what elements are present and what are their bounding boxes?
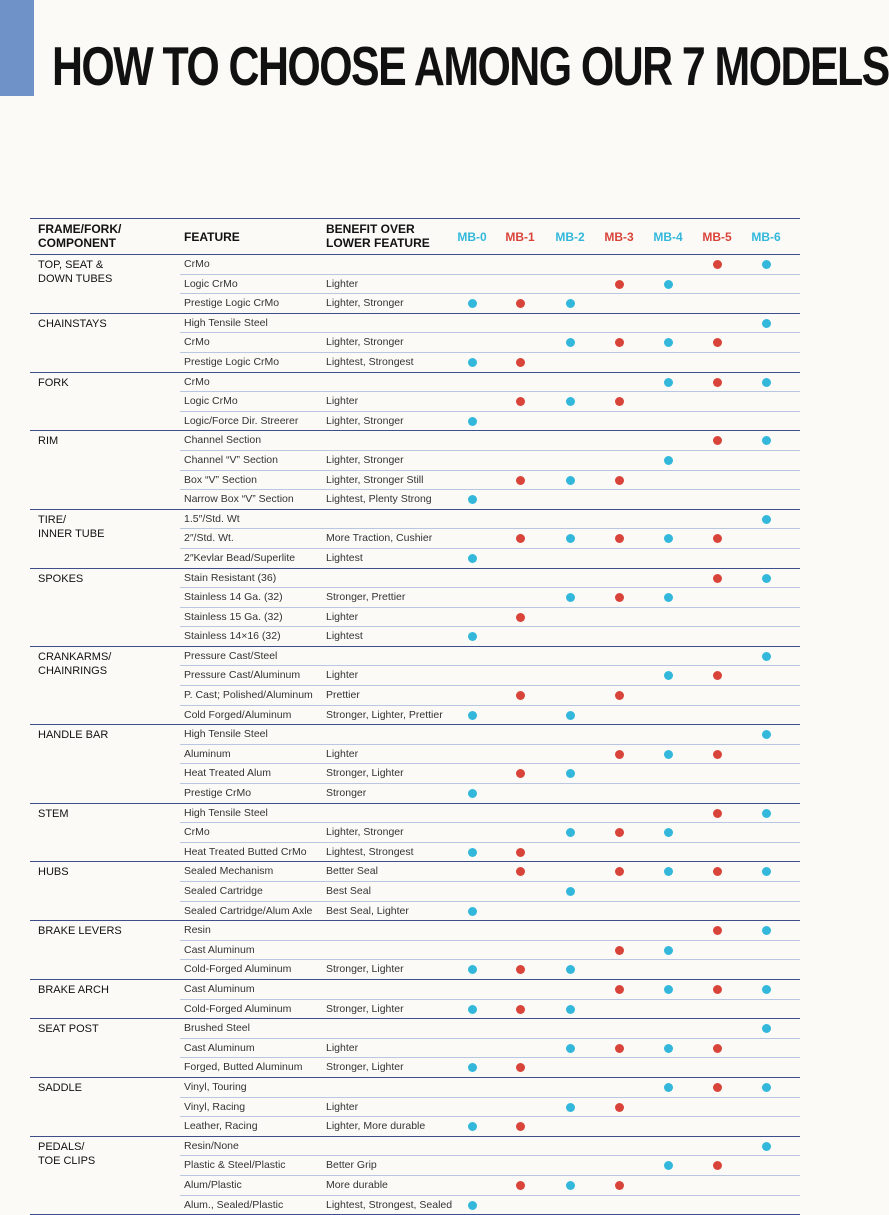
table-row — [180, 510, 800, 529]
model-dot-mb-4 — [664, 750, 673, 759]
feature-group — [30, 1078, 800, 1137]
table-row — [180, 783, 800, 803]
benefit-cell: Lighter, More durable — [326, 1120, 426, 1133]
benefit-cell: Lighter — [326, 1100, 359, 1113]
model-dot-mb-4 — [664, 593, 673, 602]
feature-cell: CrMo — [184, 258, 210, 270]
header-feature: FEATURE — [184, 230, 240, 244]
model-dot-mb-1 — [516, 534, 525, 543]
table-row — [180, 647, 800, 666]
table-row — [180, 548, 800, 568]
feature-group — [30, 647, 800, 725]
table-row — [180, 822, 800, 842]
model-dot-mb-2 — [566, 1005, 575, 1014]
model-dot-mb-0 — [468, 299, 477, 308]
feature-cell: High Tensile Steel — [184, 728, 268, 741]
benefit-cell: Lightest — [326, 630, 363, 643]
model-dot-mb-6 — [762, 378, 771, 387]
benefit-cell: Lightest, Plenty Strong — [326, 493, 432, 506]
model-dot-mb-2 — [566, 299, 575, 308]
benefit-cell: Stronger, Lighter — [326, 963, 404, 976]
model-dot-mb-6 — [762, 1142, 771, 1151]
model-dot-mb-1 — [516, 613, 525, 622]
table-row — [180, 1019, 800, 1038]
model-dot-mb-6 — [762, 515, 771, 524]
model-dot-mb-4 — [664, 828, 673, 837]
feature-cell: Pressure Cast/Aluminum — [184, 669, 301, 682]
table-row — [180, 1038, 800, 1058]
model-dot-mb-0 — [468, 1063, 477, 1072]
benefit-cell: Best Seal — [326, 885, 371, 897]
model-dot-mb-3 — [615, 946, 624, 955]
model-dot-mb-5 — [713, 436, 722, 445]
model-dot-mb-3 — [615, 985, 624, 994]
feature-cell: High Tensile Steel — [184, 806, 268, 819]
benefit-cell: Prettier — [326, 689, 360, 702]
table-row — [180, 293, 800, 313]
model-dot-mb-5 — [713, 338, 722, 347]
feature-group — [30, 725, 800, 803]
feature-cell: CrMo — [184, 336, 210, 349]
table-row — [180, 685, 800, 705]
table-row — [180, 1057, 800, 1077]
comparison-chart — [30, 218, 800, 1215]
model-dot-mb-3 — [615, 867, 624, 876]
model-dot-mb-4 — [664, 1161, 673, 1170]
feature-cell: Prestige CrMo — [184, 787, 252, 800]
feature-cell: Box “V” Section — [184, 473, 257, 486]
table-row — [180, 255, 800, 274]
feature-cell: High Tensile Steel — [184, 316, 268, 329]
benefit-cell: Lighter — [326, 669, 359, 682]
table-row — [180, 352, 800, 372]
model-dot-mb-4 — [664, 671, 673, 680]
feature-cell: Heat Treated Alum — [184, 767, 271, 780]
feature-group — [30, 1137, 800, 1215]
model-dot-mb-1 — [516, 1122, 525, 1131]
feature-cell: Cold-Forged Aluminum — [184, 1002, 292, 1015]
feature-group — [30, 569, 800, 647]
model-dot-mb-1 — [516, 867, 525, 876]
feature-cell: Logic/Force Dir. Streerer — [184, 414, 299, 427]
model-header-4: MB-4 — [653, 230, 683, 244]
group-name: BRAKE ARCH — [38, 983, 109, 996]
table-row — [180, 587, 800, 607]
benefit-cell: More Traction, Cushier — [326, 532, 433, 545]
feature-cell: Narrow Box “V” Section — [184, 493, 294, 506]
table-row — [180, 763, 800, 783]
model-dot-mb-4 — [664, 867, 673, 876]
group-name: HANDLE BAR — [38, 729, 109, 742]
benefit-cell: Lightest, Strongest, Sealed — [326, 1198, 453, 1211]
model-dot-mb-4 — [664, 456, 673, 465]
model-dot-mb-1 — [516, 691, 525, 700]
feature-cell: Cast Aluminum — [184, 1041, 255, 1054]
feature-cell: Prestige Logic CrMo — [184, 297, 280, 310]
model-dot-mb-1 — [516, 397, 525, 406]
benefit-cell: More durable — [326, 1178, 388, 1191]
header-benefit: BENEFIT OVER LOWER FEATURE — [326, 222, 430, 250]
model-dot-mb-1 — [516, 299, 525, 308]
feature-cell: Plastic & Steel/Plastic — [184, 1159, 286, 1172]
model-dot-mb-3 — [615, 1181, 624, 1190]
model-dot-mb-4 — [664, 534, 673, 543]
model-dot-mb-5 — [713, 750, 722, 759]
model-dot-mb-4 — [664, 1083, 673, 1092]
table-row — [180, 1078, 800, 1097]
benefit-cell: Stronger, Prettier — [326, 591, 406, 604]
feature-groups — [30, 255, 800, 1215]
benefit-cell: Stronger, Lighter — [326, 1002, 404, 1015]
feature-cell: Brushed Steel — [184, 1022, 250, 1035]
model-dot-mb-6 — [762, 574, 771, 583]
table-row — [180, 569, 800, 588]
group-name: BRAKE LEVERS — [38, 925, 122, 938]
model-dot-mb-5 — [713, 1083, 722, 1092]
model-dot-mb-5 — [713, 534, 722, 543]
feature-cell: Vinyl, Touring — [184, 1080, 247, 1093]
model-dot-mb-2 — [566, 534, 575, 543]
model-dot-mb-2 — [566, 828, 575, 837]
model-dot-mb-6 — [762, 436, 771, 445]
benefit-cell: Lighter — [326, 747, 359, 760]
benefit-cell: Lighter, Stronger — [326, 414, 404, 427]
table-row — [180, 450, 800, 470]
group-name: SEAT POST — [38, 1023, 99, 1036]
table-row — [180, 528, 800, 548]
model-dot-mb-3 — [615, 397, 624, 406]
model-dot-mb-1 — [516, 769, 525, 778]
table-row — [180, 804, 800, 823]
model-dot-mb-2 — [566, 476, 575, 485]
model-dot-mb-3 — [615, 1044, 624, 1053]
benefit-cell: Lighter — [326, 610, 359, 623]
table-row — [180, 665, 800, 685]
feature-cell: Cold-Forged Aluminum — [184, 963, 292, 976]
benefit-cell: Better Seal — [326, 865, 378, 878]
model-dot-mb-0 — [468, 358, 477, 367]
feature-cell: Cold Forged/Aluminum — [184, 708, 292, 721]
benefit-cell: Best Seal, Lighter — [326, 904, 409, 917]
feature-cell: Stainless 14 Ga. (32) — [184, 591, 283, 604]
model-dot-mb-5 — [713, 867, 722, 876]
model-dot-mb-0 — [468, 789, 477, 798]
model-dot-mb-5 — [713, 671, 722, 680]
model-dot-mb-3 — [615, 1103, 624, 1112]
feature-cell: 1.5″/Std. Wt — [184, 512, 240, 525]
model-dot-mb-4 — [664, 1044, 673, 1053]
model-dot-mb-2 — [566, 397, 575, 406]
model-dot-mb-5 — [713, 985, 722, 994]
model-dot-mb-0 — [468, 848, 477, 857]
model-dot-mb-2 — [566, 593, 575, 602]
feature-cell: P. Cast; Polished/Aluminum — [184, 689, 313, 702]
model-dot-mb-5 — [713, 574, 722, 583]
table-row — [180, 1097, 800, 1117]
feature-cell: Sealed Cartridge/Alum Axle — [184, 904, 313, 917]
group-name: FORK — [38, 376, 69, 389]
model-dot-mb-1 — [516, 358, 525, 367]
benefit-cell: Lighter — [326, 395, 359, 408]
table-row — [180, 862, 800, 881]
feature-cell: 2″/Std. Wt. — [184, 532, 234, 545]
model-dot-mb-1 — [516, 1181, 525, 1190]
benefit-cell: Lighter — [326, 1041, 359, 1054]
feature-cell: Resin — [184, 924, 211, 937]
table-row — [180, 901, 800, 921]
table-row — [180, 332, 800, 352]
model-header-3: MB-3 — [604, 230, 634, 244]
feature-cell: Logic CrMo — [184, 395, 238, 408]
table-row — [180, 940, 800, 960]
table-row — [180, 980, 800, 999]
benefit-cell: Lighter, Stronger — [326, 336, 404, 349]
table-row — [180, 725, 800, 744]
model-dot-mb-0 — [468, 711, 477, 720]
model-dot-mb-0 — [468, 417, 477, 426]
group-name: RIM — [38, 435, 59, 448]
model-dot-mb-4 — [664, 946, 673, 955]
model-dot-mb-1 — [516, 965, 525, 974]
feature-cell: Forged, Butted Aluminum — [184, 1061, 303, 1074]
model-dot-mb-3 — [615, 534, 624, 543]
model-header-6: MB-6 — [751, 230, 781, 244]
model-header-5: MB-5 — [702, 230, 732, 244]
feature-cell: Heat Treated Butted CrMo — [184, 845, 307, 858]
model-dot-mb-6 — [762, 867, 771, 876]
model-dot-mb-3 — [615, 338, 624, 347]
benefit-cell: Stronger — [326, 787, 367, 800]
benefit-cell: Stronger, Lighter — [326, 1061, 404, 1074]
benefit-cell: Lightest, Strongest — [326, 355, 414, 368]
model-dot-mb-5 — [713, 926, 722, 935]
table-row — [180, 470, 800, 490]
model-dot-mb-1 — [516, 848, 525, 857]
benefit-cell: Lighter, Stronger — [326, 826, 404, 839]
group-name: HUBS — [38, 866, 69, 879]
model-dot-mb-0 — [468, 495, 477, 504]
model-dot-mb-0 — [468, 965, 477, 974]
feature-cell: CrMo — [184, 826, 210, 839]
model-dot-mb-6 — [762, 1024, 771, 1033]
table-row — [180, 274, 800, 294]
feature-cell: Pressure Cast/Steel — [184, 649, 278, 662]
model-dot-mb-2 — [566, 1044, 575, 1053]
model-dot-mb-2 — [566, 1103, 575, 1112]
table-row — [180, 959, 800, 979]
corner-tab — [0, 0, 34, 96]
feature-cell: Alum., Sealed/Plastic — [184, 1198, 284, 1211]
model-dot-mb-2 — [566, 338, 575, 347]
model-dot-mb-5 — [713, 260, 722, 269]
table-row — [180, 1137, 800, 1156]
model-dot-mb-0 — [468, 907, 477, 916]
feature-cell: Cast Aluminum — [184, 982, 255, 995]
table-row — [180, 881, 800, 901]
feature-cell: Stainless 14×16 (32) — [184, 630, 281, 643]
model-dot-mb-4 — [664, 280, 673, 289]
model-dot-mb-6 — [762, 926, 771, 935]
model-dot-mb-0 — [468, 1005, 477, 1014]
model-header-2: MB-2 — [555, 230, 585, 244]
group-name: TIRE/ INNER TUBE — [38, 513, 105, 540]
table-row — [180, 1155, 800, 1175]
feature-cell: Logic CrMo — [184, 277, 238, 290]
table-row — [180, 373, 800, 392]
model-dot-mb-6 — [762, 730, 771, 739]
model-dot-mb-0 — [468, 1122, 477, 1131]
model-dot-mb-0 — [468, 554, 477, 563]
model-dot-mb-6 — [762, 985, 771, 994]
benefit-cell: Better Grip — [326, 1159, 377, 1172]
model-dot-mb-0 — [468, 632, 477, 641]
model-dot-mb-3 — [615, 593, 624, 602]
header-component: FRAME/FORK/ COMPONENT — [38, 222, 122, 250]
table-row — [180, 999, 800, 1019]
feature-cell: Cast Aluminum — [184, 943, 255, 956]
feature-group — [30, 314, 800, 373]
feature-group — [30, 255, 800, 314]
feature-cell: Resin/None — [184, 1139, 239, 1152]
group-name: STEM — [38, 807, 69, 820]
model-dot-mb-2 — [566, 887, 575, 896]
benefit-cell: Lightest — [326, 551, 363, 564]
benefit-cell: Lighter, Stronger — [326, 297, 404, 310]
model-dot-mb-3 — [615, 476, 624, 485]
group-name: CRANKARMS/ CHAINRINGS — [38, 650, 112, 677]
feature-cell: CrMo — [184, 375, 210, 388]
model-dot-mb-6 — [762, 652, 771, 661]
feature-group — [30, 980, 800, 1019]
model-dot-mb-1 — [516, 1005, 525, 1014]
feature-cell: Stainless 15 Ga. (32) — [184, 610, 283, 623]
feature-group — [30, 431, 800, 509]
group-name: CHAINSTAYS — [38, 317, 107, 330]
model-dot-mb-1 — [516, 1063, 525, 1072]
feature-group — [30, 1019, 800, 1078]
feature-group — [30, 373, 800, 432]
model-dot-mb-1 — [516, 476, 525, 485]
page-title: HOW TO CHOOSE AMONG OUR 7 MODELS — [52, 35, 889, 97]
model-dot-mb-6 — [762, 1083, 771, 1092]
feature-cell: Stain Resistant (36) — [184, 571, 277, 584]
model-dot-mb-0 — [468, 1201, 477, 1210]
table-row — [180, 921, 800, 940]
benefit-cell: Stronger, Lighter, Prettier — [326, 708, 443, 721]
table-row — [180, 744, 800, 764]
feature-cell: Vinyl, Racing — [184, 1100, 246, 1113]
table-row — [180, 489, 800, 509]
model-dot-mb-4 — [664, 985, 673, 994]
feature-cell: Prestige Logic CrMo — [184, 355, 280, 368]
table-row — [180, 705, 800, 725]
table-row — [180, 1175, 800, 1195]
model-header-0: MB-0 — [457, 230, 487, 244]
feature-cell: Sealed Cartridge — [184, 885, 263, 897]
model-dot-mb-3 — [615, 280, 624, 289]
model-dot-mb-6 — [762, 809, 771, 818]
model-dot-mb-5 — [713, 1161, 722, 1170]
feature-group — [30, 804, 800, 863]
feature-cell: Alum/Plastic — [184, 1178, 242, 1191]
table-row — [180, 626, 800, 646]
table-row — [180, 431, 800, 450]
feature-cell: Channel Section — [184, 434, 262, 447]
table-row — [180, 842, 800, 862]
benefit-cell: Lighter, Stronger — [326, 453, 404, 466]
header-row — [30, 218, 800, 255]
feature-cell: Leather, Racing — [184, 1120, 258, 1133]
table-row — [180, 411, 800, 431]
table-row — [180, 1116, 800, 1136]
model-dot-mb-2 — [566, 1181, 575, 1190]
model-dot-mb-2 — [566, 711, 575, 720]
benefit-cell: Lightest, Strongest — [326, 845, 414, 858]
group-name: SADDLE — [38, 1081, 83, 1094]
group-name: SPOKES — [38, 572, 84, 585]
feature-group — [30, 510, 800, 569]
model-dot-mb-2 — [566, 769, 575, 778]
model-dot-mb-3 — [615, 750, 624, 759]
benefit-cell: Lighter — [326, 277, 359, 290]
group-name: PEDALS/ TOE CLIPS — [38, 1140, 96, 1167]
feature-cell: 2″Kevlar Bead/Superlite — [184, 551, 296, 564]
model-dot-mb-3 — [615, 691, 624, 700]
benefit-cell: Lighter, Stronger Still — [326, 473, 424, 486]
model-dot-mb-3 — [615, 828, 624, 837]
model-dot-mb-4 — [664, 338, 673, 347]
table-row — [180, 314, 800, 333]
group-name: TOP, SEAT & DOWN TUBES — [38, 259, 113, 285]
model-dot-mb-5 — [713, 1044, 722, 1053]
model-dot-mb-6 — [762, 319, 771, 328]
table-row — [180, 607, 800, 627]
benefit-cell: Stronger, Lighter — [326, 767, 404, 780]
feature-cell: Channel “V” Section — [184, 453, 278, 466]
model-header-1: MB-1 — [505, 230, 535, 244]
model-dot-mb-5 — [713, 378, 722, 387]
feature-group — [30, 921, 800, 980]
model-dot-mb-6 — [762, 260, 771, 269]
model-dot-mb-2 — [566, 965, 575, 974]
feature-cell: Sealed Mechanism — [184, 865, 274, 878]
table-row — [180, 391, 800, 411]
feature-cell: Aluminum — [184, 747, 231, 760]
table-row — [180, 1195, 800, 1215]
model-dot-mb-5 — [713, 809, 722, 818]
feature-group — [30, 862, 800, 921]
model-dot-mb-4 — [664, 378, 673, 387]
